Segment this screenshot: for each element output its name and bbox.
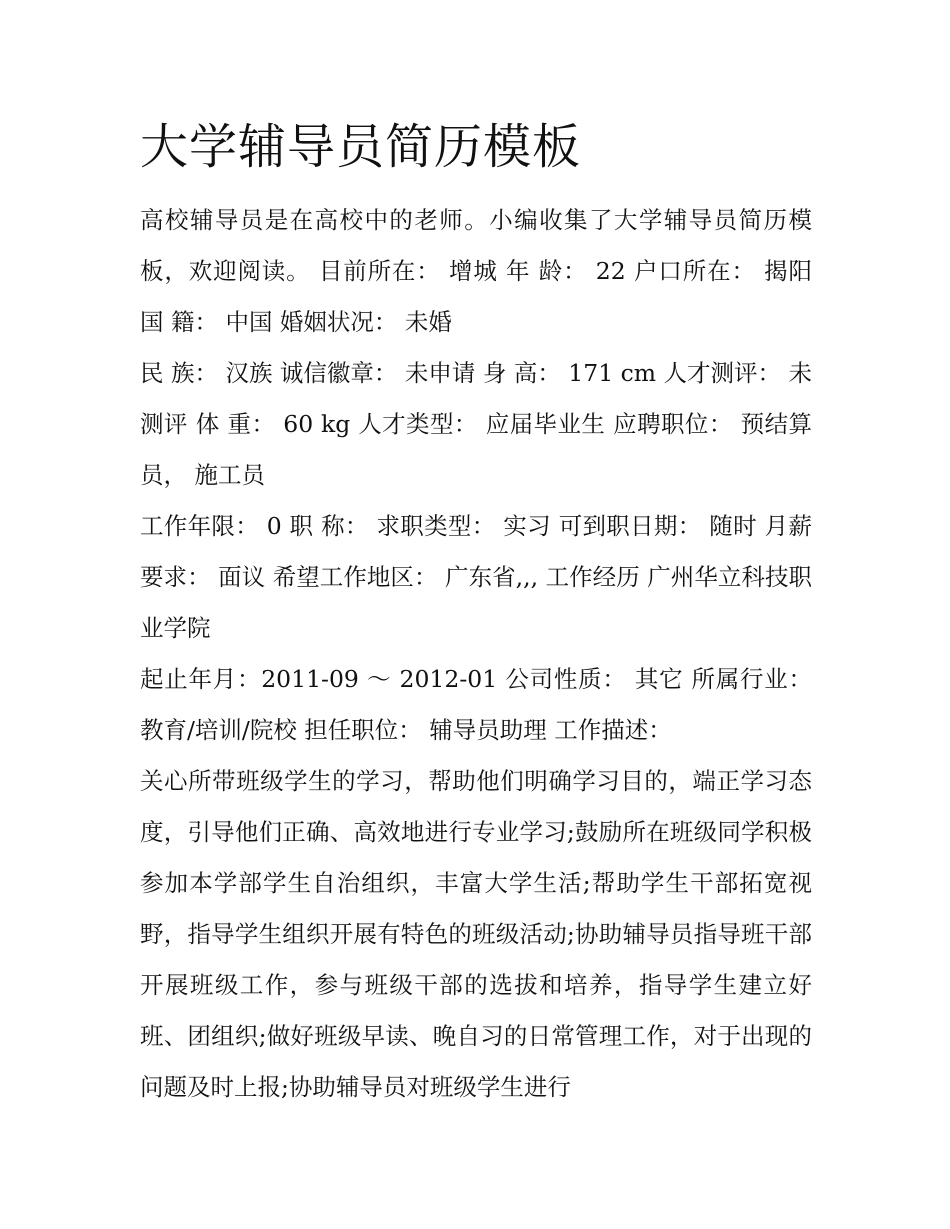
paragraph-job-expectations: 工作年限： 0 职 称： 求职类型： 实习 可到职日期： 随时 月薪要求： 面议 希望工作地区： 广东省,,, 工作经历 广州华立科技职业学院 bbox=[140, 512, 812, 642]
document-title: 大学辅导员简历模板 bbox=[140, 119, 582, 175]
document-body bbox=[140, 195, 812, 1113]
paragraph-personal-details: 民 族： 汉族 诚信徽章： 未申请 身 高： 171 cm 人才测评： 未测评 体 重： 60 kg 人才类型： 应届毕业生 应聘职位： 预结算员， 施工员 bbox=[140, 359, 812, 489]
paragraph-work-period: 起止年月：2011-09 ～ 2012-01 公司性质： 其它 所属行业：教育/培训/院校 担任职位： 辅导员助理 工作描述： bbox=[140, 665, 812, 744]
paragraph-job-description: 关心所带班级学生的学习，帮助他们明确学习目的，端正学习态度，引导他们正确、高效地进行专业学习;鼓励所在班级同学积极参加本学部学生自治组织，丰富大学生活;帮助学生干部拓宽视野，指导学生组织开展有特色的班级活动;协助辅导员指导班干部开展班级工作，参与班级干部的选拔和培养，指导学生建立好班、团组织;做好班级早读、晚自习的日常管理工作，对于出现的问题及时上报;协助辅导员对班级学生进行 bbox=[140, 767, 812, 1101]
paragraph-basic-info: 高校辅导员是在高校中的老师。小编收集了大学辅导员简历模板，欢迎阅读。 目前所在： 增城 年 龄： 22 户口所在： 揭阳 国 籍： 中国 婚姻状况： 未婚 bbox=[140, 206, 812, 336]
